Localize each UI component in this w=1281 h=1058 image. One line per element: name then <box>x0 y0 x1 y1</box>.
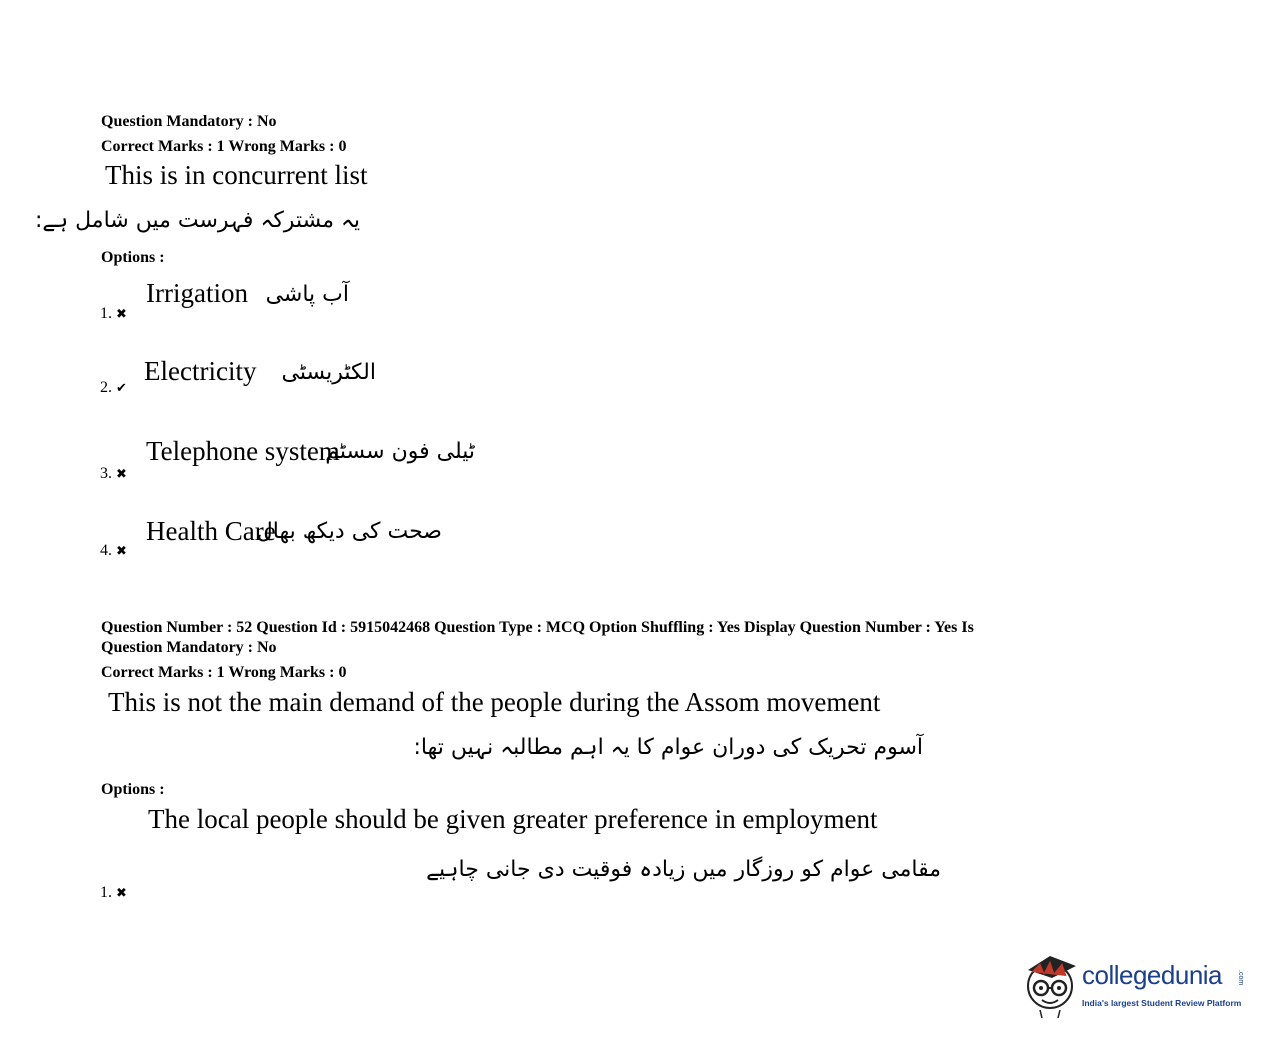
option-urdu-telephone-system: ٹیلی فون سسٹم <box>325 439 475 464</box>
q51-marks: Correct Marks : 1 Wrong Marks : 0 <box>101 138 347 155</box>
option-number-text: 1. <box>100 305 112 322</box>
q52-option-text: The local people should be given greater preference in employment <box>148 804 878 834</box>
option-number <box>100 465 127 483</box>
option-text-electricity: Electricity <box>144 356 257 386</box>
q51-options-label: Options : <box>101 249 165 266</box>
q51-question-ur: یہ مشترکہ فہرست میں شامل ہے: <box>34 208 360 233</box>
option-text-health-care: Health Care <box>146 516 276 546</box>
q52-option-urdu: مقامی عوام کو روزگار میں زیادہ فوقیت دی جانی چاہیے <box>426 857 941 882</box>
wrong-mark-icon: ✖ <box>116 885 127 900</box>
option-number-text: 4. <box>100 542 112 559</box>
option-number <box>100 884 127 902</box>
q52-header-line1: Question Number : 52 Question Id : 5915042468 Question Type : MCQ Option Shuffling : Yes Display Question Number : Yes Is <box>101 619 974 636</box>
q52-question-en: This is not the main demand of the people during the Assom movement <box>108 687 881 717</box>
wrong-mark-icon: ✖ <box>116 306 127 321</box>
wrong-mark-icon: ✖ <box>116 543 127 558</box>
option-number <box>100 379 127 397</box>
logo-name: collegedunia <box>1082 960 1223 990</box>
collegedunia-logo <box>1022 950 1252 1020</box>
option-number-text: 3. <box>100 465 112 482</box>
q51-question-en: This is in concurrent list <box>105 160 368 190</box>
q52-header-line2: Question Mandatory : No <box>101 639 277 656</box>
q52-options-label: Options : <box>101 781 165 798</box>
option-text-telephone-system: Telephone system <box>146 436 340 466</box>
option-urdu-health-care: صحت کی دیکھ بھال <box>256 519 442 544</box>
option-number <box>100 542 127 560</box>
mascot-icon <box>1022 950 1080 1020</box>
option-number <box>100 305 127 323</box>
q51-mandatory: Question Mandatory : No <box>101 113 277 130</box>
option-text-irrigation: Irrigation <box>146 278 248 308</box>
q52-question-ur: آسوم تحریک کی دوران عوام کا یہ اہم مطالبہ نہیں تھا: <box>413 735 923 760</box>
option-number-text: 2. <box>100 379 112 396</box>
q52-marks: Correct Marks : 1 Wrong Marks : 0 <box>101 664 347 681</box>
logo-com: .com <box>1237 970 1244 986</box>
wrong-mark-icon: ✖ <box>116 466 127 481</box>
correct-check-icon: ✔ <box>116 380 127 395</box>
option-urdu-irrigation: آب پاشی <box>265 282 349 307</box>
option-number-text: 1. <box>100 884 112 901</box>
logo-tagline: India's largest Student Review Platform <box>1082 998 1242 1008</box>
option-urdu-electricity: الکٹریسٹی <box>281 360 376 385</box>
